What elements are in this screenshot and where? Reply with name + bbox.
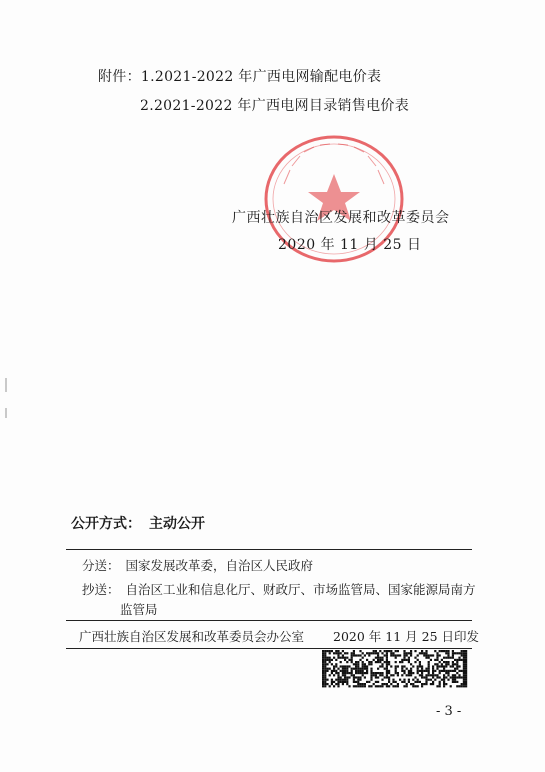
cc-line [82, 580, 476, 598]
divider-middle [66, 620, 472, 621]
scan-artifact [5, 378, 7, 392]
attachment-label: 附件： [98, 69, 141, 85]
cc-label: 抄送： [82, 582, 120, 597]
disclosure-label: 公开方式： [71, 516, 141, 532]
divider-top [66, 549, 472, 550]
send-label: 分送： [82, 558, 120, 573]
attachment-item-1: 1.2021-2022 年广西电网输配电价表 [140, 69, 382, 85]
page-number: - 3 - [436, 704, 462, 719]
send-recipients: 国家发展改革委，自治区人民政府 [125, 558, 314, 573]
cc-line-continued: 监管局 [120, 602, 158, 617]
disclosure-value: 主动公开 [149, 516, 205, 532]
document-2d-barcode [322, 650, 468, 689]
issue-date: 2020 年 11 月 25 日 [278, 237, 422, 253]
cc-recipients: 自治区工业和信息化厅、财政厅、市场监管局、国家能源局南方 [125, 582, 476, 597]
print-date: 2020 年 11 月 25 日印发 [333, 629, 479, 644]
send-to-line [82, 556, 313, 574]
attachment-line-2 [140, 95, 409, 115]
issuing-office: 广西壮族自治区发展和改革委员会办公室 [79, 629, 305, 644]
divider-bottom [66, 648, 472, 649]
disclosure-line [71, 513, 205, 533]
attachment-line-1 [98, 66, 381, 86]
scan-artifact [5, 408, 7, 418]
issuer-name: 广西壮族自治区发展和改革委员会 [232, 210, 450, 226]
attachment-item-2: 2.2021-2022 年广西电网目录销售电价表 [140, 98, 409, 114]
